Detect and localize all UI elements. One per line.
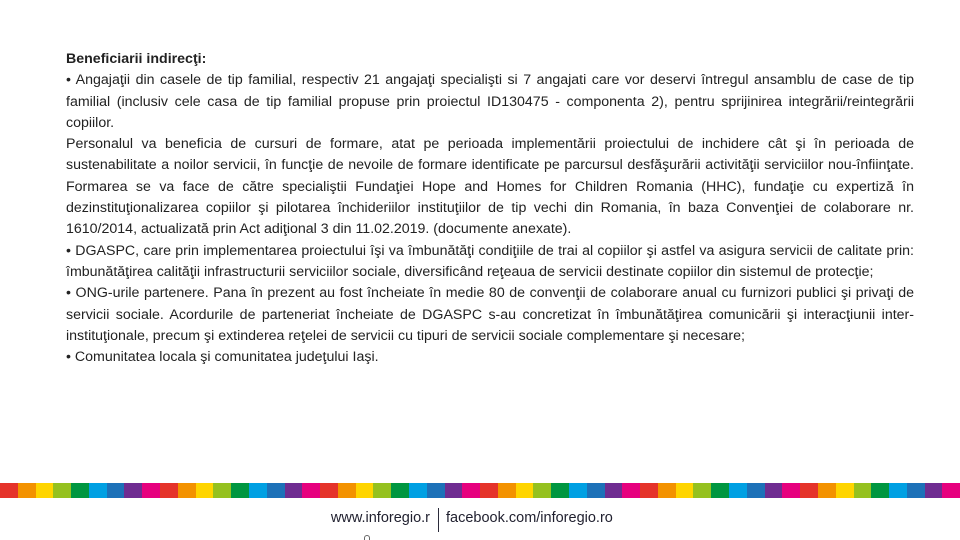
color-stripe-segment [605, 483, 623, 498]
footer [0, 508, 960, 532]
color-stripe-segment [889, 483, 907, 498]
color-stripe-segment [818, 483, 836, 498]
color-stripe-segment [53, 483, 71, 498]
color-stripe-segment [427, 483, 445, 498]
color-stripe-segment [676, 483, 694, 498]
color-stripe-segment [89, 483, 107, 498]
color-stripe-segment [178, 483, 196, 498]
color-stripe-segment [285, 483, 303, 498]
color-stripe-segment [854, 483, 872, 498]
color-stripe-segment [836, 483, 854, 498]
footer-website-link[interactable]: www.inforegio.r [330, 510, 430, 526]
color-stripe-segment [231, 483, 249, 498]
color-stripe-segment [747, 483, 765, 498]
color-stripe-segment [0, 483, 18, 498]
bullet-comunitatea: • Comunitatea locala şi comunitatea judeţului Iaşi. [66, 349, 379, 366]
color-stripe-segment [640, 483, 658, 498]
color-stripe-segment [765, 483, 783, 498]
color-stripe-segment [267, 483, 285, 498]
color-stripe-segment [71, 483, 89, 498]
color-stripe-segment [569, 483, 587, 498]
bullet-dgaspc: • DGASPC, care prin implementarea proiectului îşi va îmbunătăţi condiţiile de trai al copiilor şi astfel va asigura servicii de calitate prin: îmbunătăţirea calităţii infrastructurii serviciilor sociale, diversificând reţeaua de servicii destinate copiilor din sistemul de protecţie; [66, 242, 914, 280]
color-stripe-segment [782, 483, 800, 498]
color-stripe-segment [356, 483, 374, 498]
footer-facebook-link[interactable]: facebook.com/inforegio.ro [446, 510, 613, 526]
color-stripe-segment [498, 483, 516, 498]
color-stripe-segment [249, 483, 267, 498]
bullet-ong: • ONG-urile partenere. Pana în prezent au fost încheiate în medie 80 de convenţii de colaborare anual cu furnizori publici şi privaţi de servicii sociale. Acordurile de parteneriat încheiate de DGASPC s-au concretizat în îmbunătăţirea comunicării şi interacţiunii inter-instituţionale, precum şi extinderea reţelei de servicii cu tipuri de servicii sociale complementare şi necesare; [66, 285, 914, 344]
color-stripe-segment [160, 483, 178, 498]
color-stripe-segment [622, 483, 640, 498]
color-stripe-segment [480, 483, 498, 498]
color-stripe-segment [711, 483, 729, 498]
color-stripe-segment [338, 483, 356, 498]
color-stripe-segment [373, 483, 391, 498]
color-stripe-segment [516, 483, 534, 498]
color-stripe-segment [462, 483, 480, 498]
color-stripe-segment [409, 483, 427, 498]
color-stripe-segment [302, 483, 320, 498]
color-stripe-segment [658, 483, 676, 498]
color-stripe-segment [533, 483, 551, 498]
bullet-angajati: • Angajaţii din casele de tip familial, respectiv 21 angajaţi specialişti si 7 angajati care vor deservi întregul ansamblu de case de tip familial (inclusiv cele casa de tip familial propuse prin proiectul ID130475 - componenta 2), pentru sprijinirea integrării/reintegrării copiilor. [66, 72, 914, 131]
color-stripe-segment [800, 483, 818, 498]
color-stripe-segment [551, 483, 569, 498]
slide-body [66, 49, 914, 368]
paragraph-personal: Personalul va beneficia de cursuri de formare, atat pe perioada implementării proiectului de inchidere cât şi în perioada de sustenabilitate a noilor servicii, în funcţie de nevoile de formare identificate pe parcursul desfăşurării activităţii serviciilor nou-înfiinţate. Formarea se va face de către specialiştii Fundaţiei Hope and Homes for Children Romania (HHC), fundaţie cu expertiză în dezinstituţionalizarea copiilor şi pilotarea închideriilor instituţiilor de tip vechi din Romania, în baza Convenţiei de colaborare nr. 1610/2014, actualizată prin Act adiţional 3 din 11.02.2019. (documente anexate). [66, 136, 914, 238]
color-stripe-segment [871, 483, 889, 498]
color-stripe-segment [907, 483, 925, 498]
color-stripe-segment [18, 483, 36, 498]
footer-divider [438, 508, 439, 532]
color-stripe-segment [925, 483, 943, 498]
color-stripe-segment [445, 483, 463, 498]
color-stripe-segment [196, 483, 214, 498]
color-stripe-segment [942, 483, 960, 498]
color-stripe-segment [693, 483, 711, 498]
color-stripe-segment [107, 483, 125, 498]
footer-mark-icon [364, 535, 370, 540]
color-stripe-segment [142, 483, 160, 498]
color-stripe-segment [320, 483, 338, 498]
color-stripe-segment [587, 483, 605, 498]
section-heading: Beneficiarii indirecţi: [66, 51, 207, 67]
color-stripe-segment [391, 483, 409, 498]
color-stripe-segment [124, 483, 142, 498]
color-stripe-segment [213, 483, 231, 498]
color-stripe-bar [0, 483, 960, 498]
color-stripe-segment [36, 483, 54, 498]
color-stripe-segment [729, 483, 747, 498]
